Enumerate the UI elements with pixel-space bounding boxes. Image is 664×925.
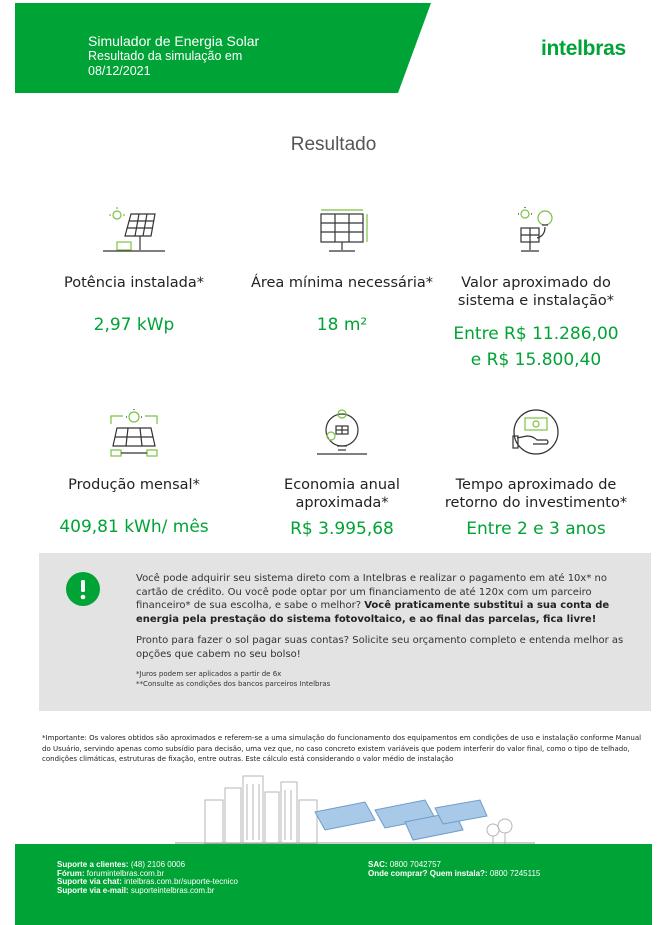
notice-paragraph-2: Pronto para fazer o sol pagar suas contas? Solicite seu orçamento completo e entenda melhor as opções que cabem no seu bolso! <box>136 635 624 660</box>
metric-value: 2,97 kWp <box>93 315 175 335</box>
header <box>15 3 652 93</box>
intelbras-logo: intelbras <box>541 37 626 60</box>
footer-label: Suporte via e-mail: <box>57 885 129 895</box>
footer-label: Suporte via chat: <box>57 877 122 886</box>
footer-where-buy <box>368 870 540 879</box>
metric-installed-power <box>29 206 239 338</box>
footer-support-contacts <box>57 861 238 895</box>
metric-monthly-production <box>29 408 239 540</box>
footer-value[interactable]: suporteintelbras.com.br <box>130 885 215 895</box>
page-title: Resultado <box>290 134 377 155</box>
exclamation-icon <box>66 572 100 606</box>
notice-paragraph-1-bold: Você praticamente substitui a sua conta de energia pela prestação do sistema fotovoltaico, e ao final das parcelas, fica livre! <box>136 600 610 625</box>
money-hand-icon <box>501 408 571 462</box>
footer-value[interactable]: intelbras.com.br/suporte-tecnico <box>124 877 238 886</box>
footer-label: Suporte a clientes: <box>57 860 129 869</box>
city-solar-illustration <box>175 770 535 844</box>
footer-label: Onde comprar? Quem instala?: <box>368 868 488 878</box>
solar-savings-bulb-icon <box>307 408 377 462</box>
metric-label-line1: Tempo aproximado de <box>455 477 617 493</box>
metric-value: 18 m² <box>316 315 368 335</box>
notice-footnote-2: **Consulte as condições dos bancos parceiros Intelbras <box>136 680 331 688</box>
footer-value[interactable]: (48) 2106 0006 <box>130 860 186 869</box>
notice-text <box>136 572 636 689</box>
metric-value: 409,81 kWh/ mês <box>59 517 209 537</box>
header-date: 08/12/2021 <box>88 64 151 78</box>
notice-footnote-1: *Juros podem ser aplicados a partir de 6x <box>136 670 282 678</box>
metric-value: R$ 3.995,68 <box>290 519 394 539</box>
footer-email <box>57 887 238 896</box>
header-title: Simulador de Energia Solar <box>88 33 260 49</box>
metric-label: Produção mensal* <box>68 477 200 493</box>
metric-label-line1: Valor aproximado do <box>461 275 611 291</box>
footer-sales-contacts <box>368 861 540 878</box>
notice-paragraph-1-text: Você pode adquirir seu sistema direto com a Intelbras e realizar o pagamento em até 10x* no cartão de crédito. Ou você pode optar por um financiamento de até 120x com um parceiro financeiro* de sua escolha, e sabe o melhor? <box>136 573 607 611</box>
metric-value: Entre 2 e 3 anos <box>466 519 606 539</box>
metric-value-line2: e R$ 15.800,40 <box>470 350 602 370</box>
solar-panel-lightbulb-icon <box>501 206 571 260</box>
result-page <box>15 0 652 925</box>
solar-panel-battery-icon <box>99 206 169 260</box>
metric-label-line2: sistema e instalação* <box>457 293 615 309</box>
metric-label <box>431 274 641 310</box>
metric-label-line2: retorno do investimento* <box>444 495 628 511</box>
footer-value[interactable]: 0800 7245115 <box>489 868 541 878</box>
metric-label: Área mínima necessária* <box>250 275 434 291</box>
notice-paragraph-1 <box>136 572 636 626</box>
metric-value-line1: Entre R$ 11.286,00 <box>453 324 619 344</box>
metric-system-value <box>431 206 641 373</box>
metric-label-line2: aproximada* <box>295 495 389 511</box>
metric-minimum-area <box>237 206 447 338</box>
metric-annual-savings <box>237 408 447 542</box>
metric-label <box>237 476 447 512</box>
metric-label-line1: Economia anual <box>284 477 400 493</box>
footer-value[interactable]: 0800 7042757 <box>389 860 441 869</box>
solar-production-icon <box>99 408 169 462</box>
footer-label: Fórum: <box>57 868 85 878</box>
payment-notice <box>39 553 651 711</box>
exclamation-glyph <box>66 572 100 606</box>
footer-label: SAC: <box>368 860 388 869</box>
metric-payback-time <box>431 408 641 542</box>
metric-label: Potência instalada* <box>64 275 204 291</box>
header-subtitle: Resultado da simulação em <box>88 49 243 63</box>
footer-value[interactable]: forumintelbras.com.br <box>86 868 165 878</box>
metric-label <box>431 476 641 512</box>
footer <box>15 844 652 925</box>
solar-panel-area-icon <box>307 206 377 260</box>
header-text <box>88 33 259 79</box>
important-disclaimer: *Importante: Os valores obtidos são aproximados e referem-se a uma simulação do funcionamento dos equipamentos em condições de uso e instalação conforme Manual do Usuário, servindo apenas como subsídio para decisão, uma vez que, no caso concreto existem variáveis que podem interferir do valor final, como o tipo de telhado, condições climáticas, estruturas de fixação, entre outras. Este cálculo está considerando o valor médio de instalação <box>42 734 642 763</box>
